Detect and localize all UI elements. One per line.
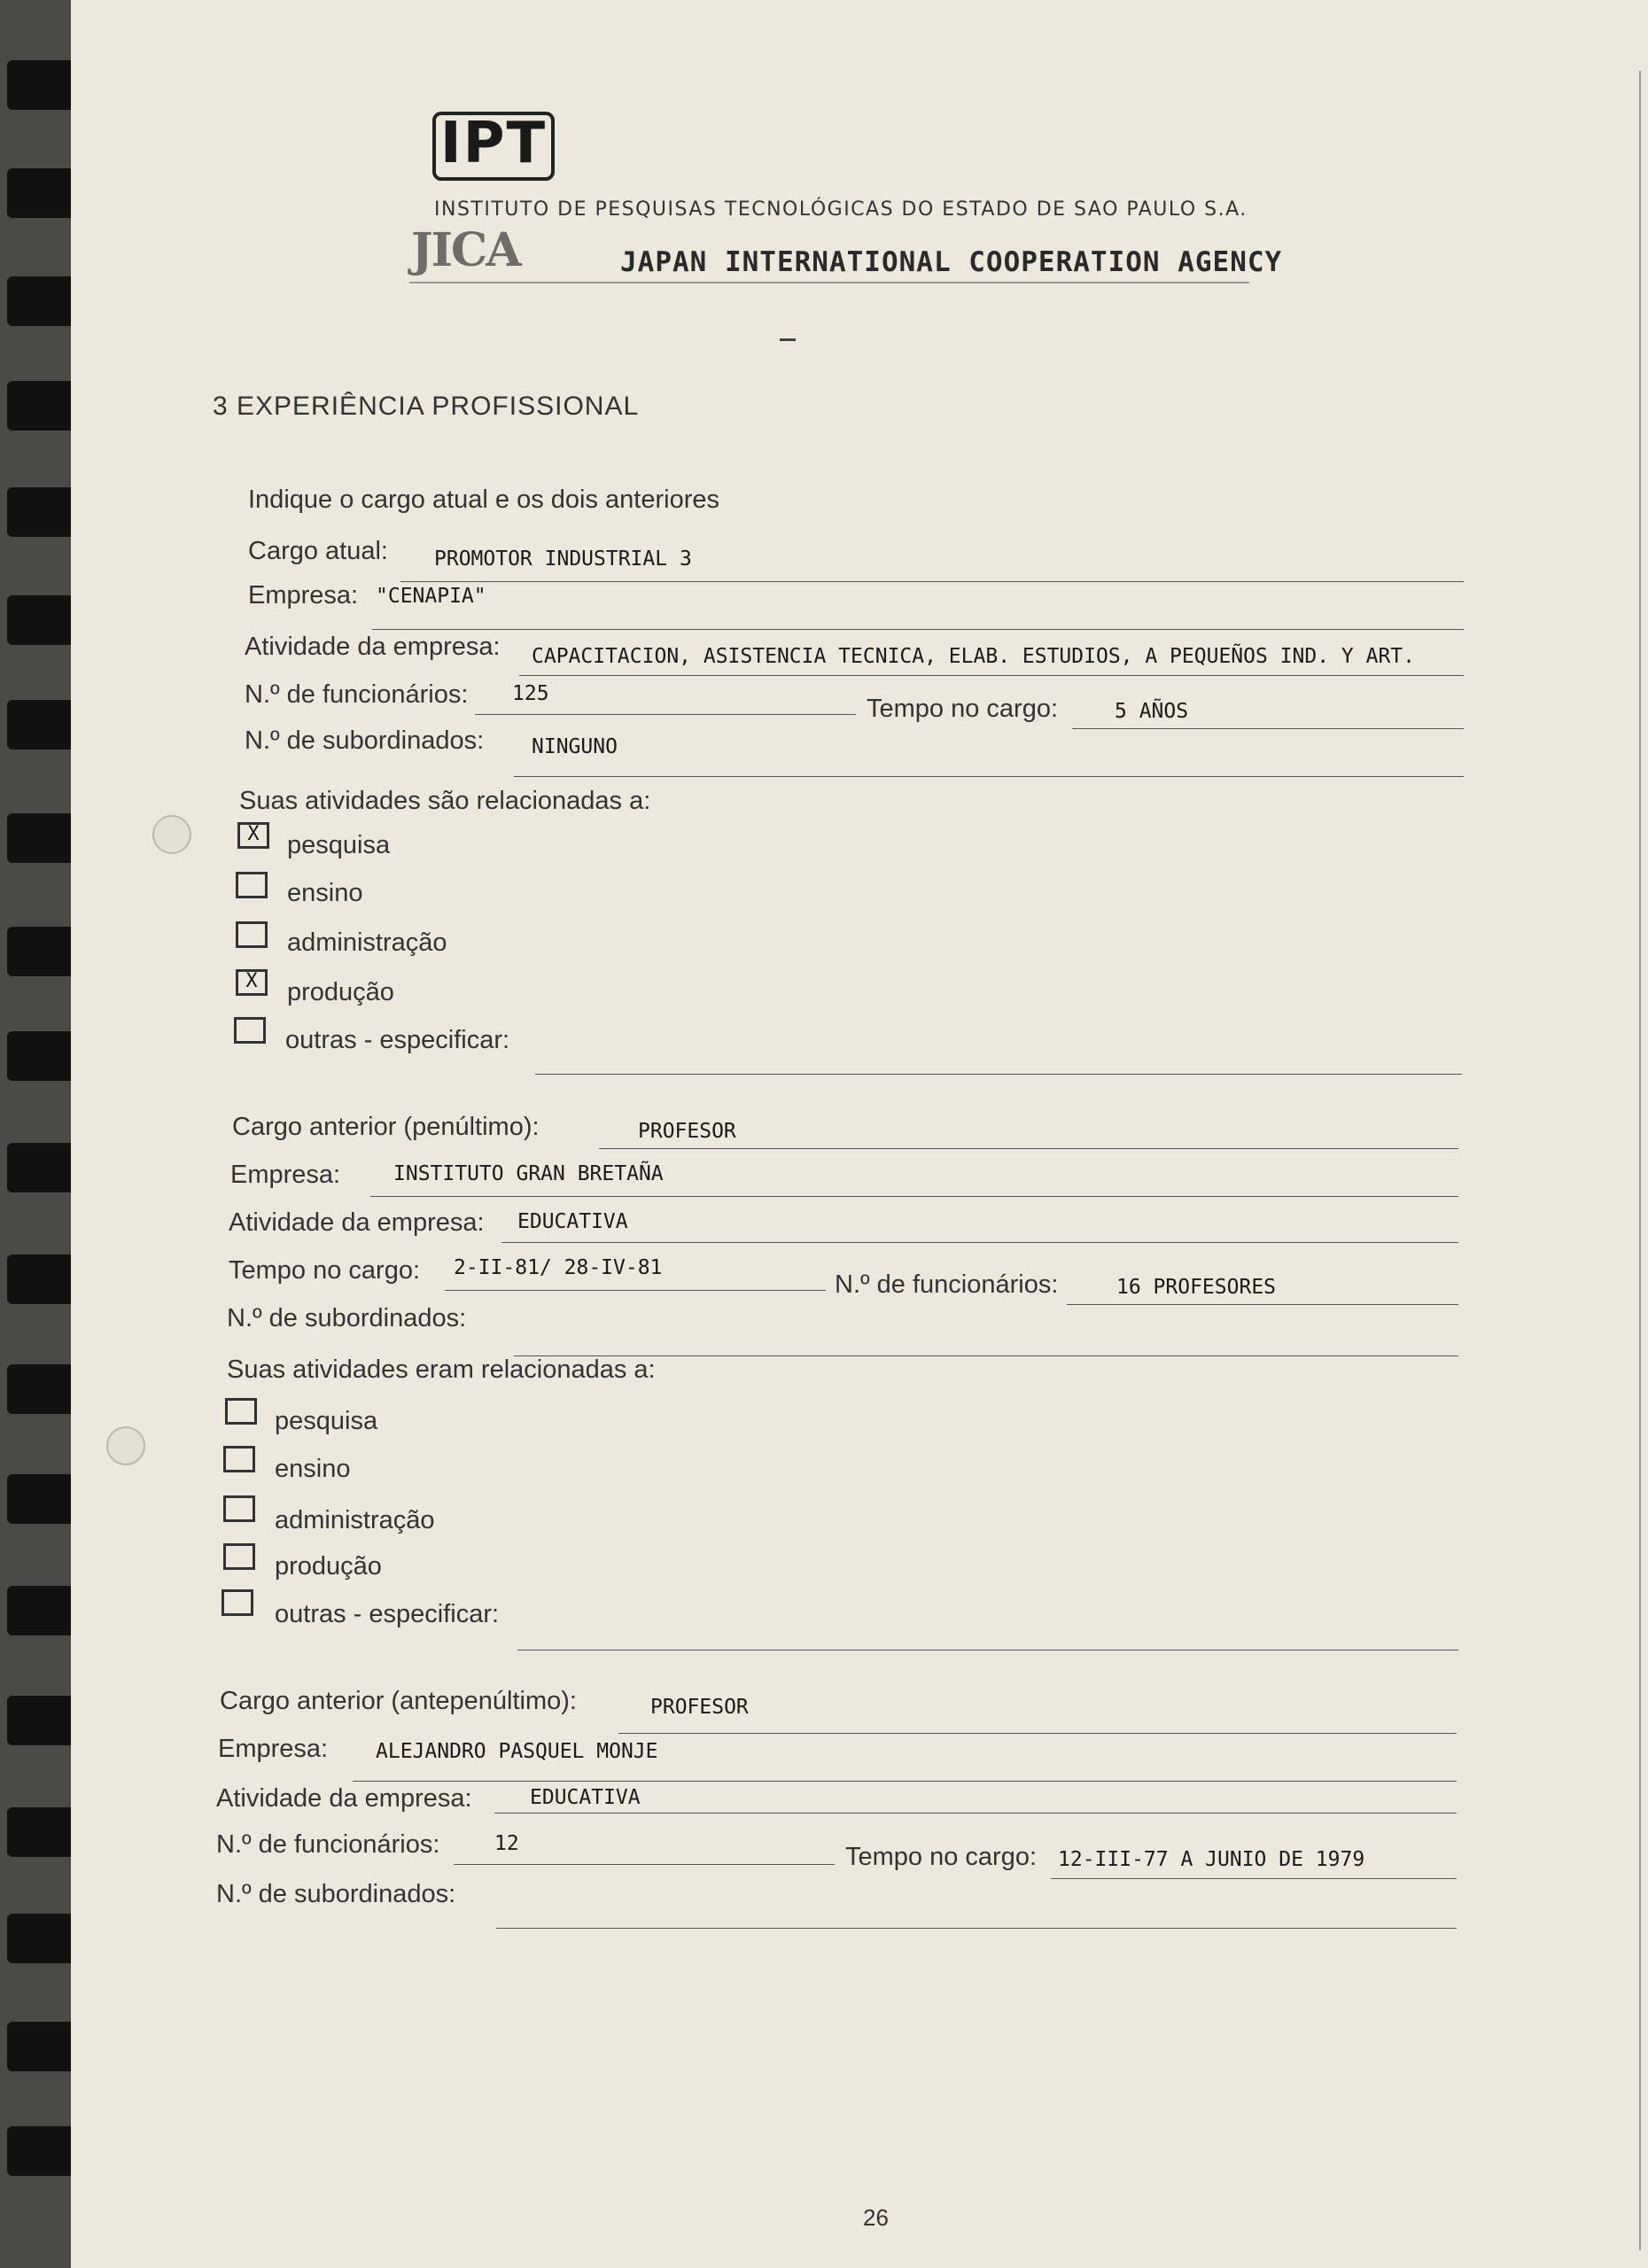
atividade-value[interactable]: EDUCATIVA bbox=[530, 1786, 641, 1809]
atividade-label: Atividade da empresa: bbox=[229, 1208, 485, 1237]
header-rule bbox=[409, 282, 1249, 284]
atividade-line bbox=[494, 1813, 1457, 1814]
cargo-antepenultimo-line bbox=[618, 1733, 1457, 1734]
tempo-label: Tempo no cargo: bbox=[229, 1256, 421, 1285]
checkbox-administracao[interactable] bbox=[236, 921, 268, 948]
option-label: ensino bbox=[275, 1455, 351, 1483]
cargo-atual-value[interactable]: PROMOTOR INDUSTRIAL 3 bbox=[434, 548, 692, 571]
option-label: ensino bbox=[287, 879, 363, 907]
checkbox-outras[interactable] bbox=[234, 1017, 266, 1044]
subordinados-label: N.º de subordinados: bbox=[216, 1880, 456, 1908]
cargo-atual-label: Cargo atual: bbox=[248, 537, 388, 565]
funcionarios-label: N.º de funcionários: bbox=[245, 680, 469, 709]
option-label: administração bbox=[287, 928, 447, 957]
empresa-line bbox=[370, 1196, 1458, 1197]
punch-hole bbox=[152, 815, 191, 854]
cargo-penultimo-label: Cargo anterior (penúltimo): bbox=[232, 1113, 540, 1141]
option-label: administração bbox=[275, 1506, 435, 1534]
empresa-label: Empresa: bbox=[248, 581, 359, 610]
header-dash bbox=[780, 338, 796, 341]
checkbox-pesquisa[interactable]: X bbox=[237, 822, 269, 849]
option-label: produção bbox=[275, 1552, 382, 1581]
cargo-antepenultimo-value[interactable]: PROFESOR bbox=[650, 1696, 749, 1719]
subordinados-line bbox=[496, 1928, 1457, 1929]
institute-name: INSTITUTO DE PESQUISAS TECNOLÓGICAS DO ESTADO DE SAO PAULO S.A. bbox=[434, 198, 1248, 221]
option-label: pesquisa bbox=[275, 1407, 378, 1435]
tempo-value[interactable]: 12-III-77 A JUNIO DE 1979 bbox=[1058, 1848, 1365, 1871]
agency-name: JAPAN INTERNATIONAL COOPERATION AGENCY bbox=[620, 246, 1283, 278]
checkbox-administracao[interactable] bbox=[223, 1495, 255, 1522]
tempo-line bbox=[445, 1290, 826, 1291]
document-page bbox=[71, 0, 1648, 2268]
subordinados-label: N.º de subordinados: bbox=[227, 1304, 467, 1332]
funcionarios-value[interactable]: 16 PROFESORES bbox=[1116, 1276, 1277, 1299]
checkbox-producao[interactable]: X bbox=[236, 969, 268, 996]
cargo-penultimo-value[interactable]: PROFESOR bbox=[638, 1120, 736, 1143]
outras-line bbox=[517, 1650, 1458, 1651]
atividade-line bbox=[519, 675, 1464, 676]
atividade-label: Atividade da empresa: bbox=[216, 1784, 472, 1813]
empresa-value[interactable]: "CENAPIA" bbox=[376, 585, 486, 608]
tempo-value[interactable]: 2-II-81/ 28-IV-81 bbox=[454, 1256, 663, 1279]
tempo-label: Tempo no cargo: bbox=[845, 1843, 1038, 1871]
option-label: outras - especificar: bbox=[285, 1026, 510, 1054]
intro-text: Indique o cargo atual e os dois anteriores bbox=[248, 485, 720, 514]
checkbox-producao[interactable] bbox=[223, 1543, 255, 1570]
empresa-label: Empresa: bbox=[230, 1161, 341, 1189]
empresa-line bbox=[353, 1781, 1457, 1782]
subordinados-label: N.º de subordinados: bbox=[245, 726, 485, 755]
jica-logo: JICA bbox=[411, 223, 520, 277]
checkbox-ensino[interactable] bbox=[223, 1446, 255, 1472]
funcionarios-line bbox=[454, 1864, 835, 1865]
funcionarios-value[interactable]: 12 bbox=[494, 1832, 519, 1855]
checkbox-outras[interactable] bbox=[222, 1589, 253, 1616]
funcionarios-label: N.º de funcionários: bbox=[216, 1830, 440, 1859]
cargo-antepenultimo-label: Cargo anterior (antepenúltimo): bbox=[220, 1687, 577, 1715]
atividade-value[interactable]: EDUCATIVA bbox=[517, 1210, 628, 1233]
atividade-label: Atividade da empresa: bbox=[245, 633, 501, 661]
option-label: pesquisa bbox=[287, 831, 391, 859]
outras-line bbox=[535, 1074, 1462, 1075]
funcionarios-line bbox=[475, 714, 856, 715]
option-label: outras - especificar: bbox=[275, 1600, 500, 1628]
tempo-label: Tempo no cargo: bbox=[867, 695, 1059, 723]
subordinados-line bbox=[514, 776, 1464, 777]
funcionarios-line bbox=[1067, 1304, 1458, 1305]
page-number: 26 bbox=[863, 2204, 889, 2231]
empresa-line bbox=[372, 629, 1464, 630]
atividade-value[interactable]: CAPACITACION, ASISTENCIA TECNICA, ELAB. ESTUDIOS, A PEQUEÑOS IND. Y ART. bbox=[532, 645, 1415, 668]
funcionarios-label: N.º de funcionários: bbox=[835, 1270, 1059, 1299]
empresa-value[interactable]: INSTITUTO GRAN BRETAÑA bbox=[393, 1162, 664, 1185]
cargo-penultimo-line bbox=[599, 1148, 1458, 1149]
page-edge bbox=[1639, 71, 1641, 2250]
ipt-logo: IPT bbox=[432, 112, 555, 181]
subordinados-value[interactable]: NINGUNO bbox=[532, 735, 618, 758]
checkbox-pesquisa[interactable] bbox=[225, 1398, 257, 1425]
subordinados-line bbox=[514, 1355, 1458, 1356]
checkbox-ensino[interactable] bbox=[236, 872, 268, 898]
empresa-label: Empresa: bbox=[218, 1735, 329, 1763]
funcionarios-value[interactable]: 125 bbox=[512, 682, 549, 705]
tempo-value[interactable]: 5 AÑOS bbox=[1115, 700, 1189, 723]
atividades-label: Suas atividades são relacionadas a: bbox=[239, 787, 651, 815]
empresa-value[interactable]: ALEJANDRO PASQUEL MONJE bbox=[376, 1740, 658, 1763]
option-label: produção bbox=[287, 978, 394, 1006]
cargo-atual-line bbox=[400, 581, 1464, 582]
punch-hole bbox=[106, 1426, 145, 1465]
section-title: 3 EXPERIÊNCIA PROFISSIONAL bbox=[213, 392, 640, 421]
atividades-label: Suas atividades eram relacionadas a: bbox=[227, 1355, 656, 1384]
tempo-line bbox=[1072, 728, 1464, 729]
tempo-line bbox=[1051, 1878, 1457, 1879]
atividade-line bbox=[501, 1242, 1458, 1243]
